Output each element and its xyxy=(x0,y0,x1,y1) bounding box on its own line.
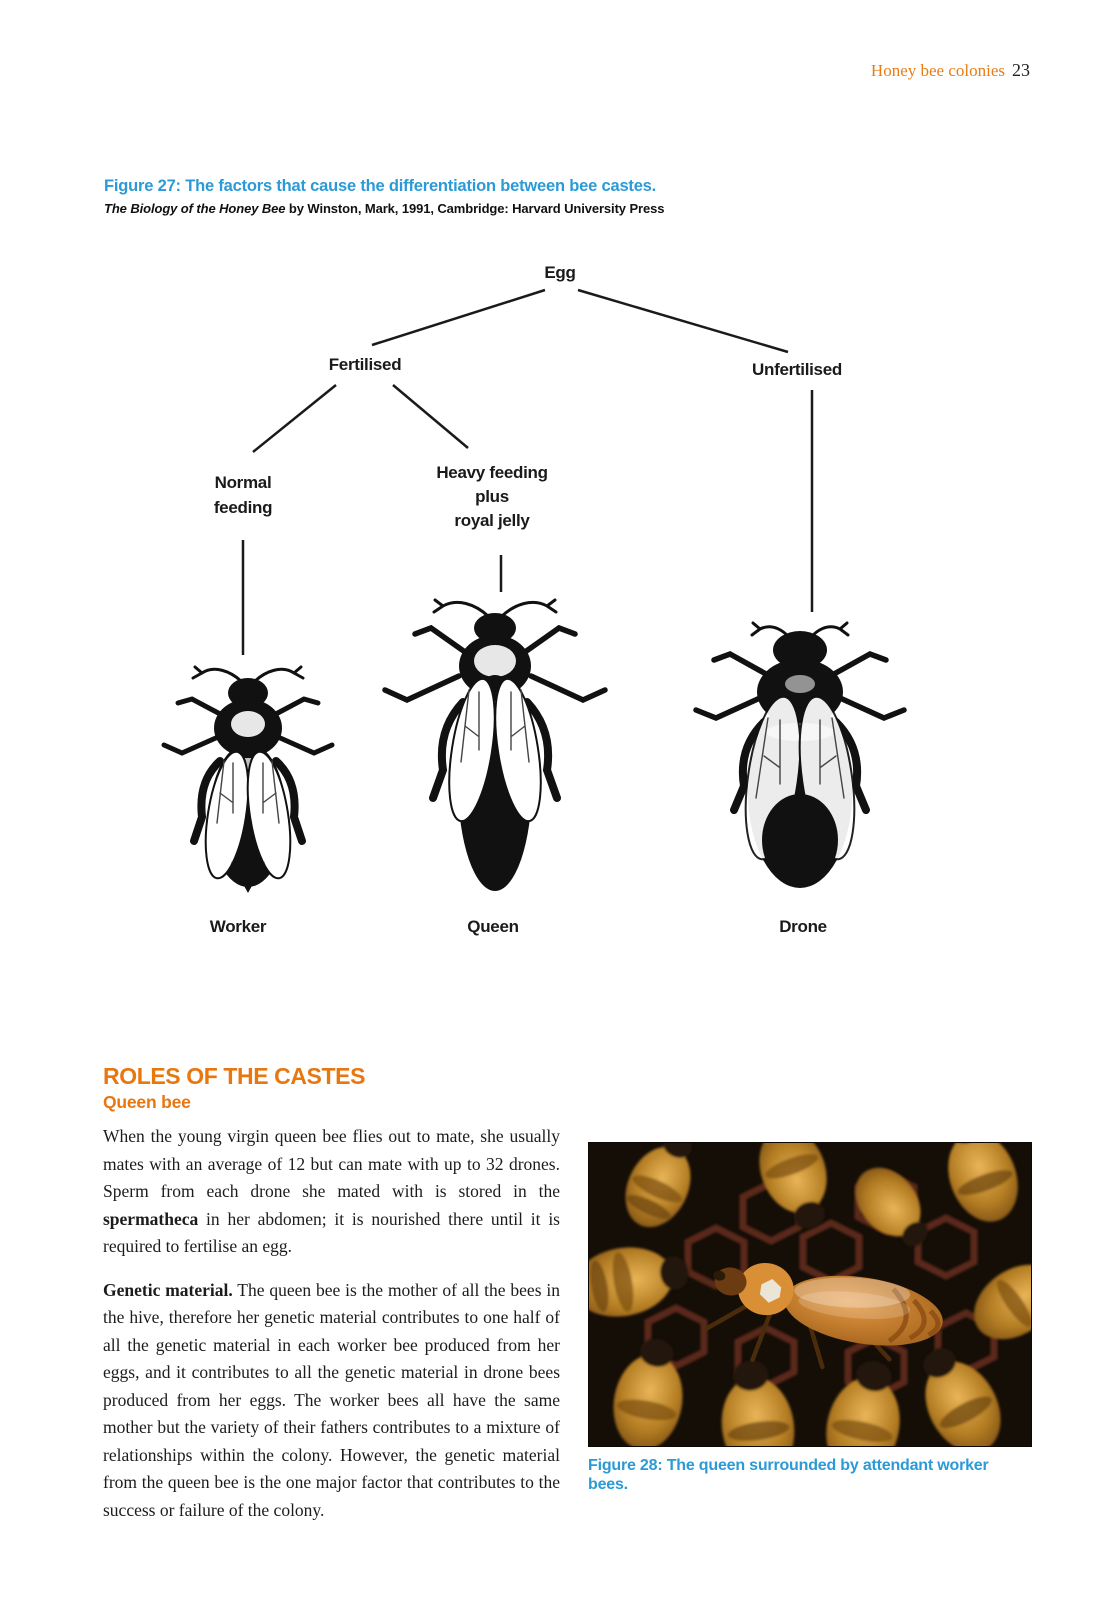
paragraph2-text: The queen bee is the mother of all the bees in the hive, therefore her genetic material contributes to one half of all the genetic material in each worker bee produced from her eggs, and it contributes to all the genetic material in drone bees produced from her eggs. The worker bees all have the same mother but the variety of their fathers contributes to a mixture of relationships within the colony. However, the genetic material from the queen bee is the one major factor that contributes to the success or failure of the colony. xyxy=(103,1279,560,1520)
tree-node-normal-feeding-1: Normal xyxy=(214,473,272,492)
tree-node-heavy-feeding-3: royal jelly xyxy=(454,511,530,530)
tree-node-fertilised: Fertilised xyxy=(328,355,402,374)
running-header xyxy=(871,60,1030,81)
subsection-heading-queen-bee: Queen bee xyxy=(103,1092,191,1113)
roles-section xyxy=(103,1064,560,1524)
paragraph2-bold-lead: Genetic material. xyxy=(103,1279,233,1300)
paragraph1-text: When the young virgin queen bee flies out to mate, she usually mates with an average of 12 but can mate with up to 32 drones. Sperm from each drone she mated with is stored in the xyxy=(103,1126,560,1202)
figure28-block xyxy=(588,1142,1032,1494)
tree-node-unfertilised: Unfertilised xyxy=(752,360,842,379)
caste-label-drone: Drone xyxy=(779,917,827,936)
queen-with-workers-photo xyxy=(588,1142,1032,1447)
tree-node-egg: Egg xyxy=(544,263,576,282)
worker-bee-illustration xyxy=(164,667,332,893)
paragraph-genetic-material xyxy=(103,1277,560,1525)
caste-tree-svg xyxy=(0,240,1120,960)
figure27-caption: Figure 27: The factors that cause the differentiation between bee castes. xyxy=(104,177,657,195)
drone-bee-illustration xyxy=(696,623,904,888)
tree-node-heavy-feeding-1: Heavy feeding xyxy=(436,463,548,482)
figure27-source xyxy=(104,201,804,216)
paragraph-queen-mating xyxy=(103,1123,560,1261)
page-number: 23 xyxy=(1012,60,1030,80)
caste-label-worker: Worker xyxy=(209,917,267,936)
paragraph1-bold-term: spermatheca xyxy=(103,1208,199,1229)
figure27-source-title: The Biology of the Honey Bee xyxy=(104,200,286,216)
figure28-caption: Figure 28: The queen surrounded by attendant worker bees. xyxy=(588,1457,989,1494)
paragraph1-text-end: in her abdomen; it is nourished there until it is required to fertilise an egg. xyxy=(103,1208,560,1257)
tree-node-heavy-feeding-2: plus xyxy=(475,487,509,506)
figure27-caption-block xyxy=(104,177,804,216)
caste-differentiation-diagram xyxy=(0,240,1120,960)
running-header-title: Honey bee colonies xyxy=(870,61,1005,80)
tree-node-normal-feeding-2: feeding xyxy=(213,498,273,517)
caste-label-queen: Queen xyxy=(467,917,519,936)
queen-bee-illustration xyxy=(385,600,605,891)
figure27-source-rest: by Winston, Mark, 1991, Cambridge: Harvard University Press xyxy=(285,200,665,216)
section-heading: ROLES OF THE CASTES xyxy=(103,1063,366,1089)
